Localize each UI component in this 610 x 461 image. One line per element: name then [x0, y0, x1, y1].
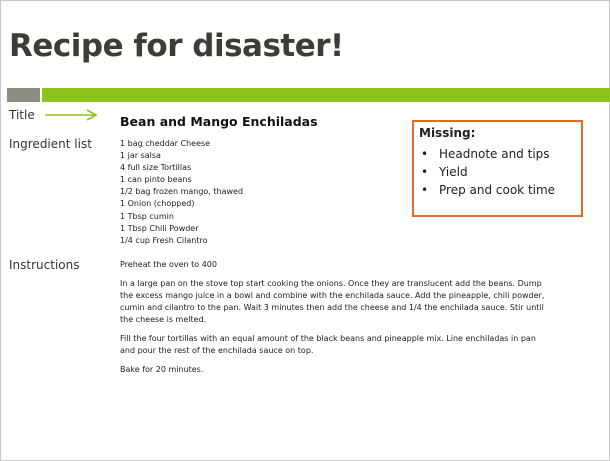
missing-item-label: Prep and cook time [439, 183, 556, 197]
label-ingredients: Ingredient list [9, 137, 92, 151]
instruction-step: Preheat the oven to 400 [120, 260, 217, 269]
label-title: Title [9, 108, 35, 122]
ingredient-item: 1 Tbsp cumin [120, 211, 174, 221]
missing-item [421, 163, 555, 181]
bullet-icon: • [421, 183, 429, 197]
instruction-step: In a large pan on the stove top start cooking the onions. Once they are translucent add the beans. Dump the excess mango juice in a bowl and combine with the enchilada sauce. Add the pineapple, chili powder, cumin and cilantro to the pan. Wait 3 minutes then add the cheese and 1/4 the enchilada sauce. Stir until the cheese is melted. [120, 279, 545, 324]
right-arrow-icon [43, 108, 101, 122]
ingredient-item: 1 Tbsp Chili Powder [120, 223, 199, 233]
missing-heading: Missing: [419, 126, 476, 140]
missing-item [421, 145, 555, 163]
recipe-title: Bean and Mango Enchiladas [120, 114, 318, 129]
instruction-step: Fill the four tortillas with an equal amount of the black beans and pineapple mix. Line enchiladas in pan and pour the rest of the enchilada sauce on top. [120, 334, 536, 355]
instruction-step: Bake for 20 minutes. [120, 365, 204, 374]
missing-callout [412, 120, 583, 217]
accent-bar-green [42, 88, 610, 102]
ingredient-list [120, 138, 243, 247]
missing-list [421, 145, 555, 199]
slide-title: Recipe for disaster! [9, 28, 344, 64]
missing-item [421, 181, 555, 199]
ingredient-item: 1 can pinto beans [120, 175, 192, 185]
ingredient-item: 1 bag cheddar Cheese [120, 139, 211, 148]
ingredient-item: 1/2 bag frozen mango, thawed [120, 187, 244, 197]
ingredient-item: 1 jar salsa [120, 151, 161, 161]
label-instructions: Instructions [9, 258, 80, 272]
ingredient-item: 1 Onion (chopped) [120, 199, 195, 209]
ingredient-item: 4 full size Tortillas [120, 163, 192, 173]
bullet-icon: • [421, 147, 429, 161]
missing-item-label: Yield [439, 165, 468, 179]
ingredient-item: 1/4 cup Fresh Cilantro [120, 235, 208, 245]
instructions-text [120, 259, 552, 383]
accent-bar-gray [7, 88, 40, 102]
missing-item-label: Headnote and tips [439, 147, 550, 161]
bullet-icon: • [421, 165, 429, 179]
